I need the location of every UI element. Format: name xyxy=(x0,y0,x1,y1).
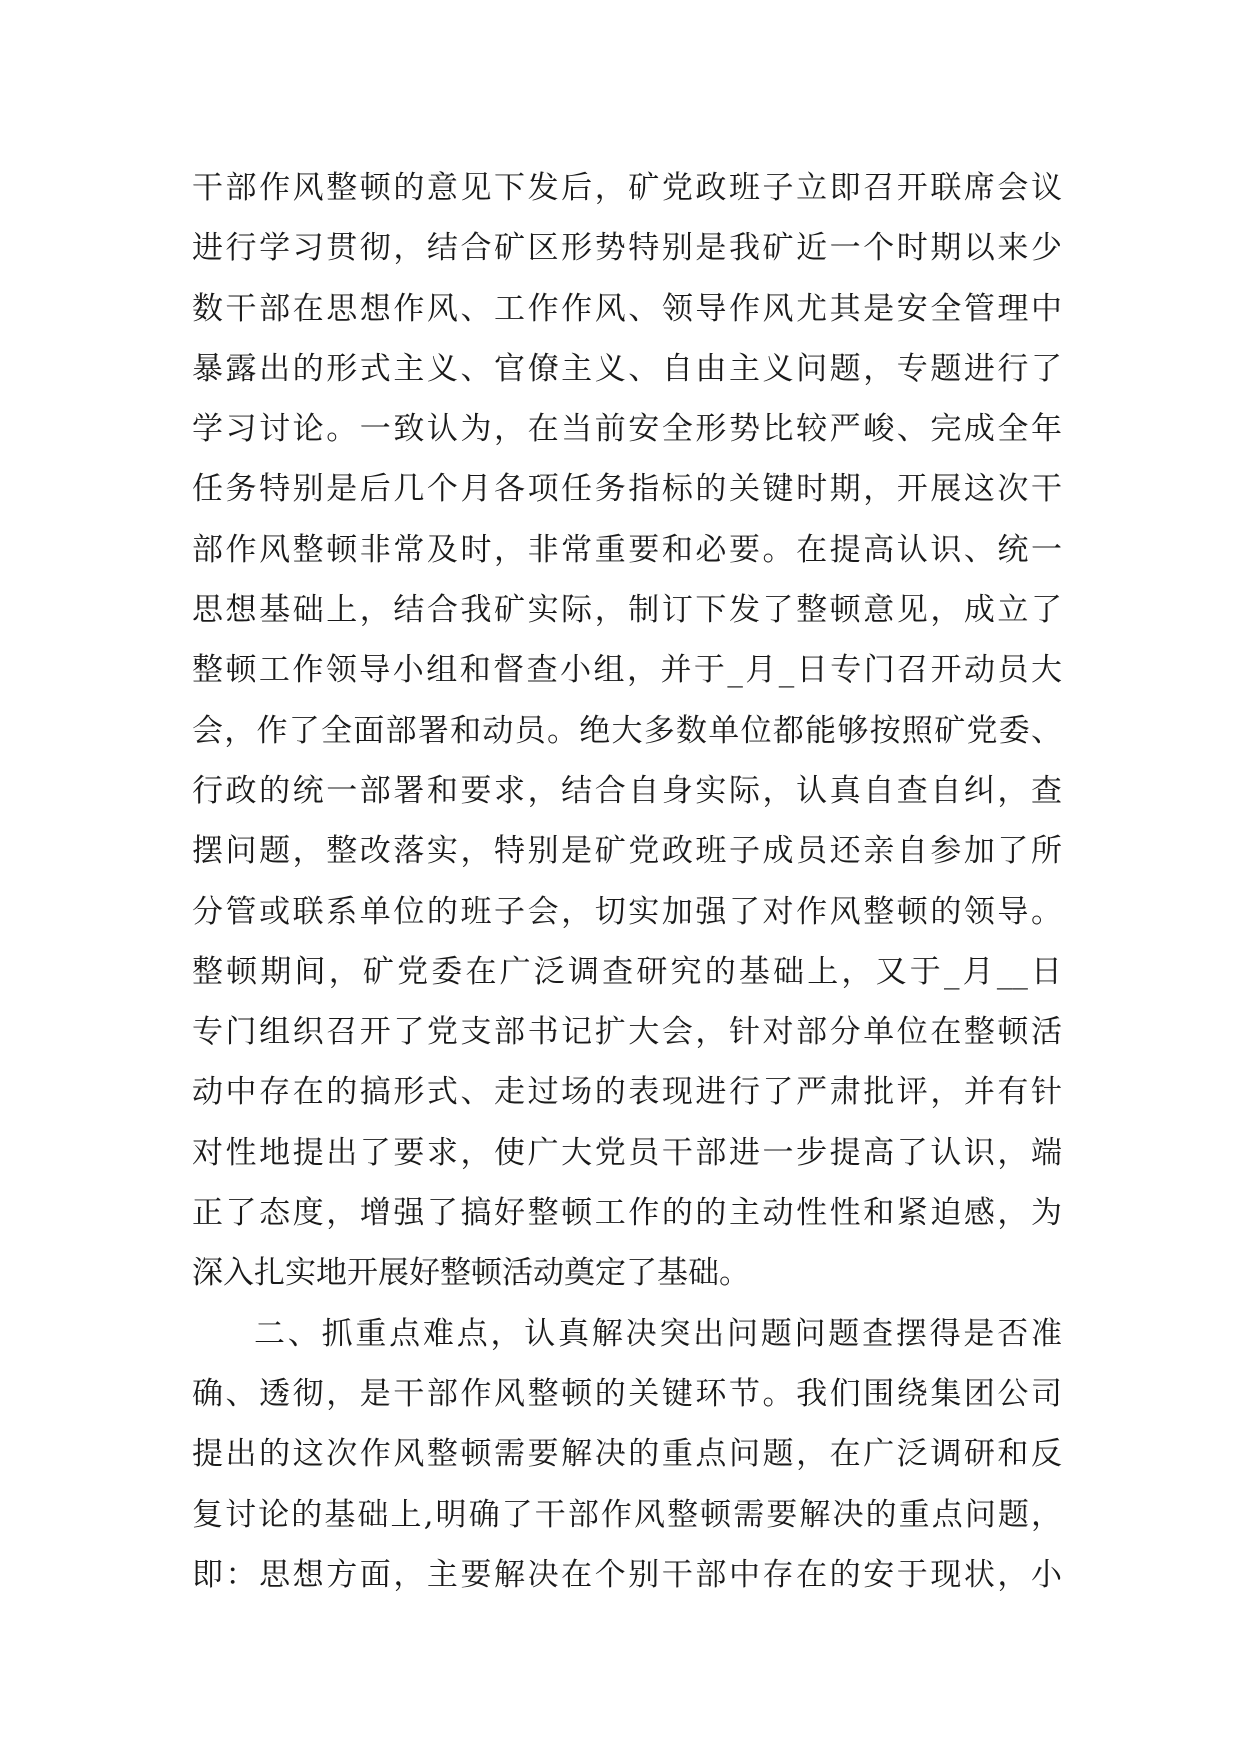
text-line: 进行学习贯彻，结合矿区形势特别是我矿近一个时期以来少 xyxy=(192,230,1062,267)
text-line: 整顿工作领导小组和督查小组，并于_月_日专门召开动员大 xyxy=(192,652,1062,689)
body-text xyxy=(192,158,1062,1605)
text-line: 学习讨论。一致认为，在当前安全形势比较严峻、完成全年 xyxy=(192,411,1062,448)
text-line: 分管或联系单位的班子会，切实加强了对作风整顿的领导。 xyxy=(192,893,1062,930)
text-line: 干部作风整顿的意见下发后，矿党政班子立即召开联席会议 xyxy=(192,170,1062,206)
text-line: 动中存在的搞形式、走过场的表现进行了严肃批评，并有针 xyxy=(192,1074,1062,1111)
text-line: 摆问题，整改落实，特别是矿党政班子成员还亲自参加了所 xyxy=(192,833,1062,870)
text-line: 整顿期间，矿党委在广泛调查研究的基础上，又于_月__日 xyxy=(192,953,1062,990)
paragraph-end-line: 深入扎实地开展好整顿活动奠定了基础。 xyxy=(192,1255,750,1292)
text-line: 会，作了全面部署和动员。绝大多数单位都能够按照矿党委、 xyxy=(192,712,1062,749)
text-line: 数干部在思想作风、工作作风、领导作风尤其是安全管理中 xyxy=(192,290,1062,327)
section-heading-line: 二、抓重点难点，认真解决突出问题问题查摆得是否准 xyxy=(254,1315,1062,1352)
text-line: 任务特别是后几个月各项任务指标的关键时期，开展这次干 xyxy=(192,471,1062,508)
text-line: 即：思想方面，主要解决在个别干部中存在的安于现状，小 xyxy=(192,1556,1062,1593)
text-line: 复讨论的基础上,明确了干部作风整顿需要解决的重点问题， xyxy=(192,1496,1062,1533)
text-line: 确、透彻，是干部作风整顿的关键环节。我们围绕集团公司 xyxy=(192,1375,1062,1412)
text-line: 对性地提出了要求，使广大党员干部进一步提高了认识，端 xyxy=(192,1134,1062,1171)
text-line: 思想基础上，结合我矿实际，制订下发了整顿意见，成立了 xyxy=(192,592,1062,629)
text-line: 提出的这次作风整顿需要解决的重点问题，在广泛调研和反 xyxy=(192,1436,1062,1473)
text-line: 暴露出的形式主义、官僚主义、自由主义问题，专题进行了 xyxy=(192,350,1062,387)
text-line: 专门组织召开了党支部书记扩大会，针对部分单位在整顿活 xyxy=(192,1014,1062,1051)
text-line: 正了态度，增强了搞好整顿工作的的主动性性和紧迫感，为 xyxy=(192,1195,1062,1232)
text-line: 行政的统一部署和要求，结合自身实际，认真自查自纠，查 xyxy=(192,772,1062,809)
text-line: 部作风整顿非常及时，非常重要和必要。在提高认识、统一 xyxy=(192,531,1062,568)
